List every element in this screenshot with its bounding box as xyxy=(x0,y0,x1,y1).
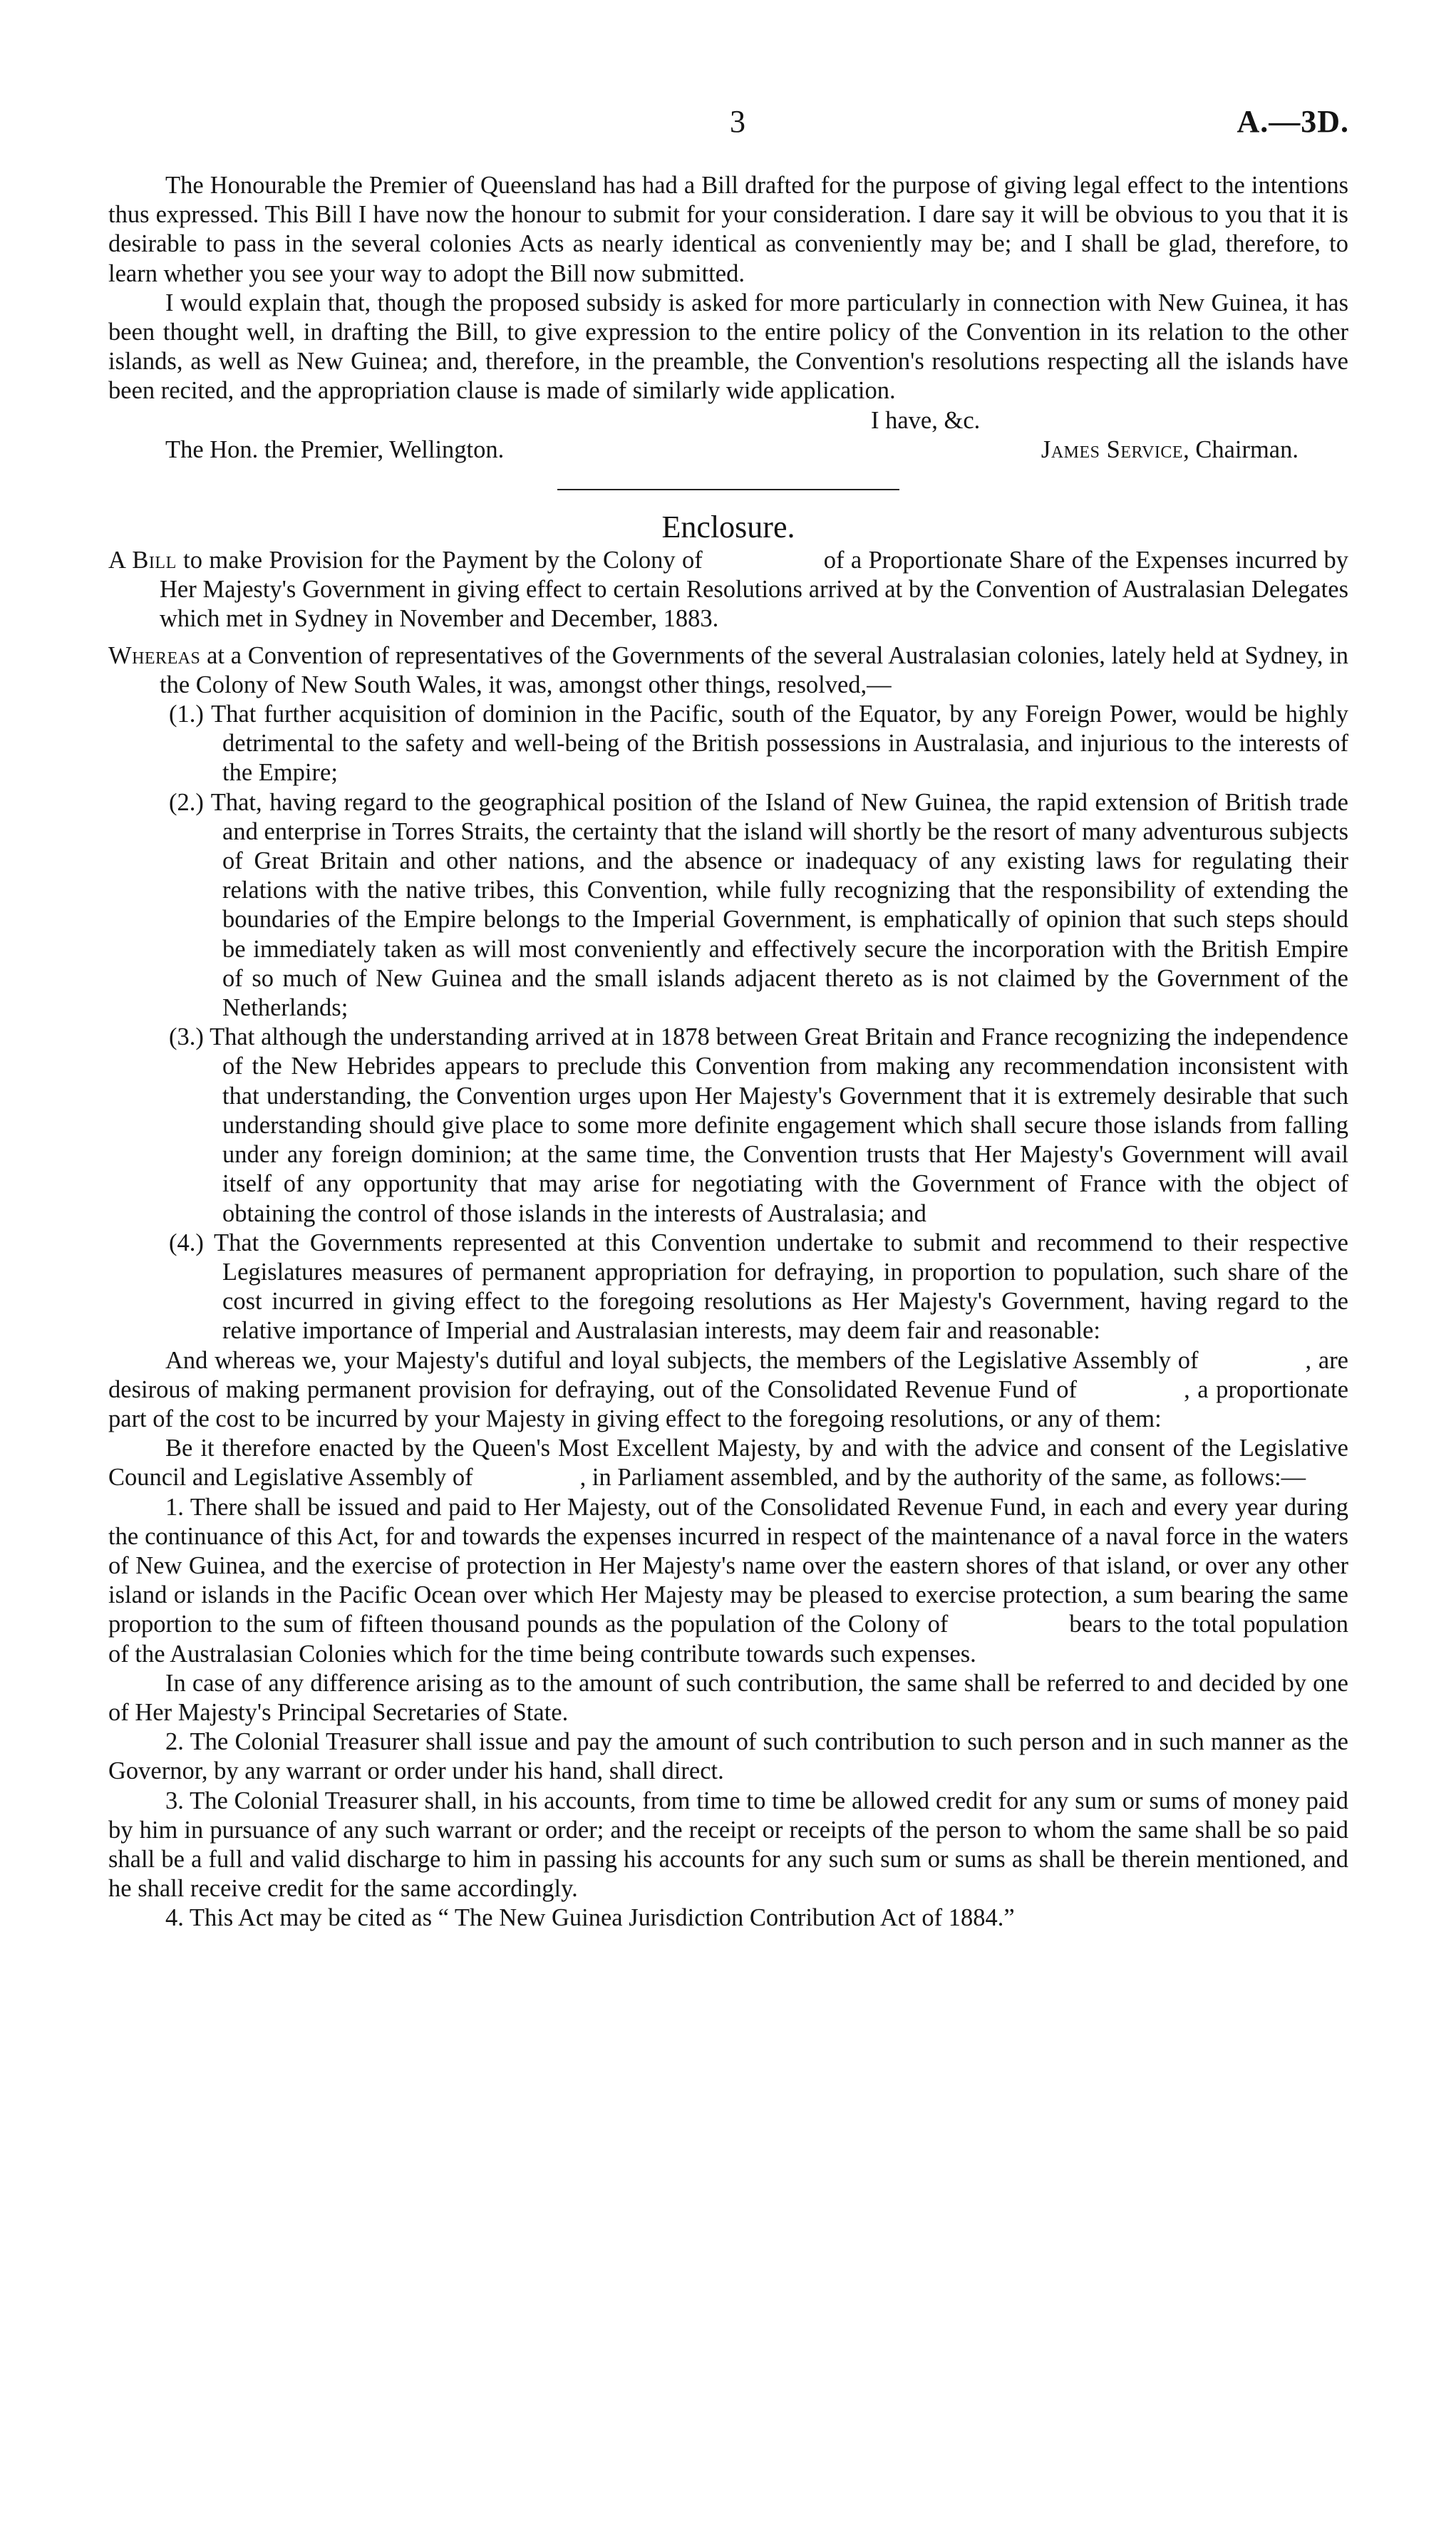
whereas-text: at a Convention of representatives of the Governments of the several Australasian colonies, lately held at Sydney, in the Colony of New South Wales, it was, amongst other things, resolved,— xyxy=(160,641,1348,698)
whereas-clause xyxy=(108,641,1348,700)
bill-title-part2: of a Proportionate Share of the Expenses incurred by Her Majesty's Government in giving effect to certain Resolutions arrived at by the Convention of Australasian Delegates which met in Sydney in November and December, 1883. xyxy=(160,547,1348,633)
bill-word: A Bill xyxy=(108,547,177,574)
enacting-clause xyxy=(108,1434,1348,1492)
letter-paragraph-1: The Honourable the Premier of Queensland has had a Bill drafted for the purpose of giving legal effect to the intentions thus expressed. This Bill I have now the honour to submit for your consideration. I dare say it will be obvious to you that it is desirable to pass in the several colonies Acts as nearly identical as conveniently may be; and I shall be glad, therefore, to learn whether you see your way to adopt the Bill now submitted. xyxy=(108,172,1348,287)
and-whereas-part2: , are desirous of making permanent provision for defraying, out of the Consolidated Revenue Fund of xyxy=(108,1346,1348,1403)
enact-part1: Be it therefore enacted by the Queen's Most Excellent Majesty, by and with the advice and consent of the Legislative Council and Legislative Assembly of xyxy=(108,1435,1348,1492)
and-whereas-part3: , a proportionate part of the cost to be incurred by your Majesty in giving effect to the foregoing resolutions, or any of them: xyxy=(108,1375,1349,1432)
resolution-text: That the Governments represented at this Convention undertake to submit and recommend to their respective Legislatures measures of permanent appropriation for defraying, in proportion to population, such share of the cost incurred in giving effect to the foregoing resolutions as Her Majesty's Government, having regard to the relative importance of Imperial and Australasian interests, may deem fair and reasonable: xyxy=(214,1229,1348,1345)
resolution-item xyxy=(108,1229,1348,1346)
and-whereas-part1: And whereas we, your Majesty's dutiful and loyal subjects, the members of the Legislative Assembly of xyxy=(165,1346,1199,1374)
resolution-text: That although the understanding arrived at in 1878 between Great Britain and France recognizing the independence of the New Hebrides appears to preclude this Convention from making any recommendation inconsistent with that understanding, the Convention urges upon Her Majesty's Government that it is extremely desirable that such understanding should give place to some more definite engagement which shall secure those islands from falling under any foreign dominion; at the same time, the Convention trusts that Her Majesty's Government will avail itself of any opportunity that may arise for negotiating with the Government of France with the object of obtaining the control of those islands in the interests of Australasia; and xyxy=(210,1023,1348,1227)
resolution-item xyxy=(108,788,1348,1023)
section-4: 4. This Act may be cited as “ The New Guinea Jurisdiction Contribution Act of 1884.” xyxy=(165,1904,1015,1932)
resolution-number: (3.) xyxy=(169,1023,204,1051)
section-1 xyxy=(108,1493,1348,1669)
address-signature-row xyxy=(108,435,1348,465)
letter-signature xyxy=(1041,435,1348,465)
section-1-part1: 1. There shall be issued and paid to Her Majesty, out of the Consolidated Revenue Fund, in each and every year during the continuance of this Act, for and towards the expenses incurred in respect of the maintenance of a naval force in the waters of New Guinea, and the exercise of protection in Her Majesty's name over the eastern shores of that island, or over any other island or islands in the Pacific Ocean over which Her Majesty may be pleased to exercise protection, a sum bearing the same proportion to the sum of fifteen thousand pounds as the population of the Colony of xyxy=(108,1493,1348,1638)
and-whereas-clause xyxy=(108,1346,1348,1435)
document-body xyxy=(108,171,1348,1933)
section-3: 3. The Colonial Treasurer shall, in his accounts, from time to time be allowed credit for any sum or sums of money paid by him in pursuance of any such warrant or order; and the receipt or receipts of the person to whom the same shall be so paid shall be a full and valid discharge to him in passing his accounts for any such sum or sums as shall be therein mentioned, and he shall receive credit for the same accordingly. xyxy=(108,1787,1348,1903)
bill-title xyxy=(108,546,1348,634)
resolution-text: That further acquisition of dominion in the Pacific, south of the Equator, by any Foreign Power, would be highly detrimental to the safety and well-being of the British possessions in Australasia, and injurious to the interests of the Empire; xyxy=(211,701,1348,787)
section-1-part2: bears to the total population of the Australasian Colonies which for the time being contribute towards such expenses. xyxy=(108,1611,1348,1668)
letter-addressee: The Hon. the Premier, Wellington. xyxy=(165,435,505,463)
letter-closing: I have, &c. xyxy=(871,406,981,434)
resolution-item xyxy=(108,1023,1348,1228)
section-2: 2. The Colonial Treasurer shall issue and pay the amount of such contribution to such person and in such manner as the Governor, by any warrant or order under his hand, shall direct. xyxy=(108,1728,1348,1785)
resolution-number: (4.) xyxy=(169,1229,204,1256)
resolution-text: That, having regard to the geographical position of the Island of New Guinea, the rapid extension of British trade and enterprise in Torres Straits, the certainty that the island will shortly be the resort of many adventurous subjects of Great Britain and other nations, and the absence or inadequacy of any existing laws for regulating their relations with the native tribes, this Convention, while fully recognizing that the responsibility of extending the boundaries of the Empire belongs to the Imperial Government, is emphatically of opinion that such steps should be immediately taken as will most conveniently and effectively secure the incorporation with the British Empire of so much of New Guinea and the small islands adjacent thereto as is not claimed by the Government of the Netherlands; xyxy=(210,788,1348,1022)
bill-title-part1: to make Provision for the Payment by the Colony of xyxy=(183,547,703,574)
resolution-number: (1.) xyxy=(169,701,204,728)
signatory-title: , Chairman. xyxy=(1183,435,1298,463)
page-number: 3 xyxy=(730,104,745,139)
whereas-word: Whereas xyxy=(108,641,201,669)
enclosure-heading: Enclosure. xyxy=(661,510,795,545)
resolution-item xyxy=(108,700,1348,788)
enact-part2: , in Parliament assembled, and by the authority of the same, as follows:— xyxy=(579,1464,1306,1492)
letter-paragraph-2: I would explain that, though the proposed subsidy is asked for more particularly in connection with New Guinea, it has been thought well, in drafting the Bill, to give expression to the entire policy of the Convention in its relation to the other islands, as well as New Guinea; and, therefore, in the preamble, the Convention's resolutions respecting all the islands have been recited, and the appropriation clause is made of similarly wide application. xyxy=(108,289,1348,405)
signatory-name: James Service xyxy=(1041,435,1184,463)
resolution-number: (2.) xyxy=(169,788,204,816)
document-reference: A.—3D. xyxy=(1236,104,1349,139)
section-1-dispute: In case of any difference arising as to the amount of such contribution, the same shall be referred to and decided by one of Her Majesty's Principal Secretaries of State. xyxy=(108,1669,1348,1726)
section-divider xyxy=(557,489,899,490)
